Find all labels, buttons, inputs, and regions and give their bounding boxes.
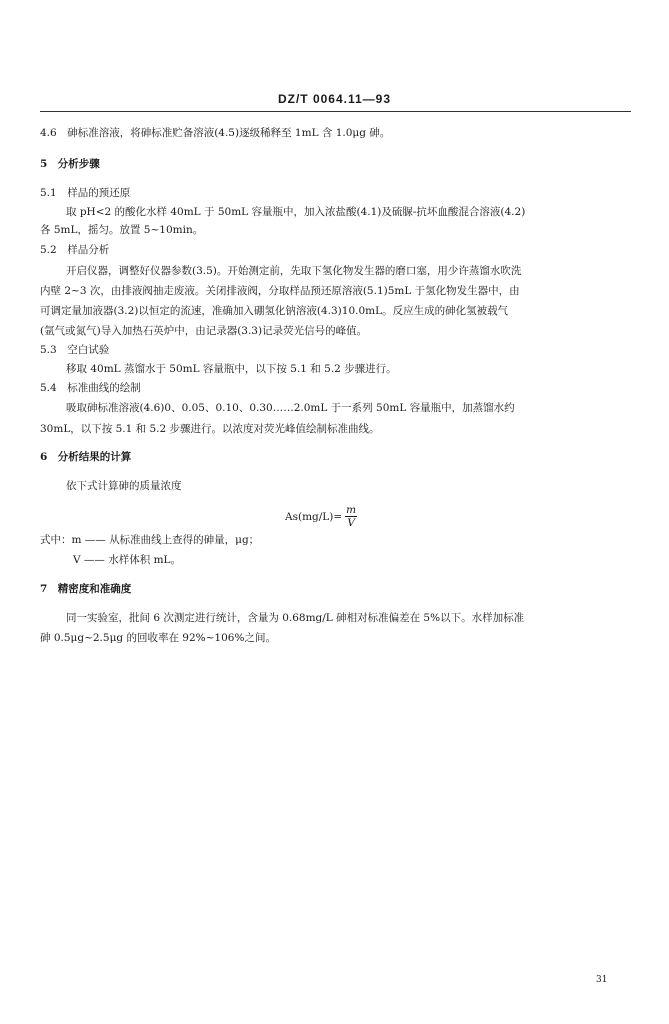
- para-5-2-line3: 可调定量加液器(3.2)以恒定的流速，准确加入硼氢化钠溶液(4.3)10.0mL。反应生成的砷化氢被载气: [40, 305, 509, 317]
- formula-fraction: [345, 505, 357, 528]
- para-5-2-line4: (氩气或氮气)导入加热石英炉中，由记录器(3.3)记录荧光信号的峰值。: [40, 325, 368, 337]
- clause-5-2-heading: 5.2 样品分析: [40, 244, 110, 256]
- para-5-3-line1: 移取 40mL 蒸馏水于 50mL 容量瓶中，以下按 5.1 和 5.2 步骤进行。: [66, 363, 397, 375]
- clause-5-4-heading: 5.4 标准曲线的绘制: [40, 382, 141, 394]
- para-5-2-line2: 内壁 2~3 次，由排液阀抽走废液。关闭排液阀，分取样品预还原溶液(5.1)5mL 于氢化物发生器中，由: [40, 285, 520, 297]
- arsenic-formula: [285, 505, 357, 528]
- para-5-1-line1: 取 pH<2 的酸化水样 40mL 于 50mL 容量瓶中，加入浓盐酸(4.1)及硫脲-抗坏血酸混合溶液(4.2): [66, 206, 526, 218]
- formula-where-m: 式中：m —— 从标准曲线上查得的砷量，μg；: [40, 534, 260, 546]
- section-6-heading: 6 分析结果的计算: [40, 451, 132, 463]
- para-7-line2: 砷 0.5μg~2.5μg 的回收率在 92%~106%之间。: [40, 632, 276, 644]
- clause-4-6: 4.6 砷标准溶液，将砷标准贮备溶液(4.5)逐级稀释至 1mL 含 1.0μg 砷。: [40, 127, 391, 139]
- formula-numerator: m: [346, 504, 357, 516]
- para-5-2-line1: 开启仪器，调整好仪器参数(3.5)。开始测定前，先取下氢化物发生器的磨口塞，用少许蒸馏水吹洗: [66, 265, 522, 277]
- para-5-4-line2: 30mL，以下按 5.1 和 5.2 步骤进行。以浓度对荧光峰值绘制标准曲线。: [40, 423, 380, 435]
- header-rule: [40, 111, 631, 112]
- formula-denominator: V: [347, 517, 355, 529]
- section-5-heading: 5 分析步骤: [40, 158, 100, 170]
- section-7-heading: 7 精密度和准确度: [40, 583, 132, 595]
- clause-5-3-heading: 5.3 空白试验: [40, 344, 110, 356]
- formula-lhs: As(mg/L)=: [285, 510, 343, 523]
- para-6-line1: 依下式计算砷的质量浓度: [66, 480, 182, 492]
- page-number: 31: [596, 975, 608, 985]
- formula-where-v: V —— 水样体积 mL。: [73, 554, 182, 566]
- standard-header: DZ/T 0064.11—93: [277, 92, 392, 106]
- para-5-1-line2: 各 5mL，摇匀。放置 5~10min。: [40, 224, 204, 236]
- clause-5-1-heading: 5.1 样品的预还原: [40, 187, 131, 199]
- para-7-line1: 同一实验室，批间 6 次测定进行统计，含量为 0.68mg/L 砷相对标准偏差在 5%以下。水样加标准: [66, 612, 525, 624]
- para-5-4-line1: 吸取砷标准溶液(4.6)0、0.05、0.10、0.30……2.0mL 于一系列 50mL 容量瓶中，加蒸馏水约: [66, 402, 515, 414]
